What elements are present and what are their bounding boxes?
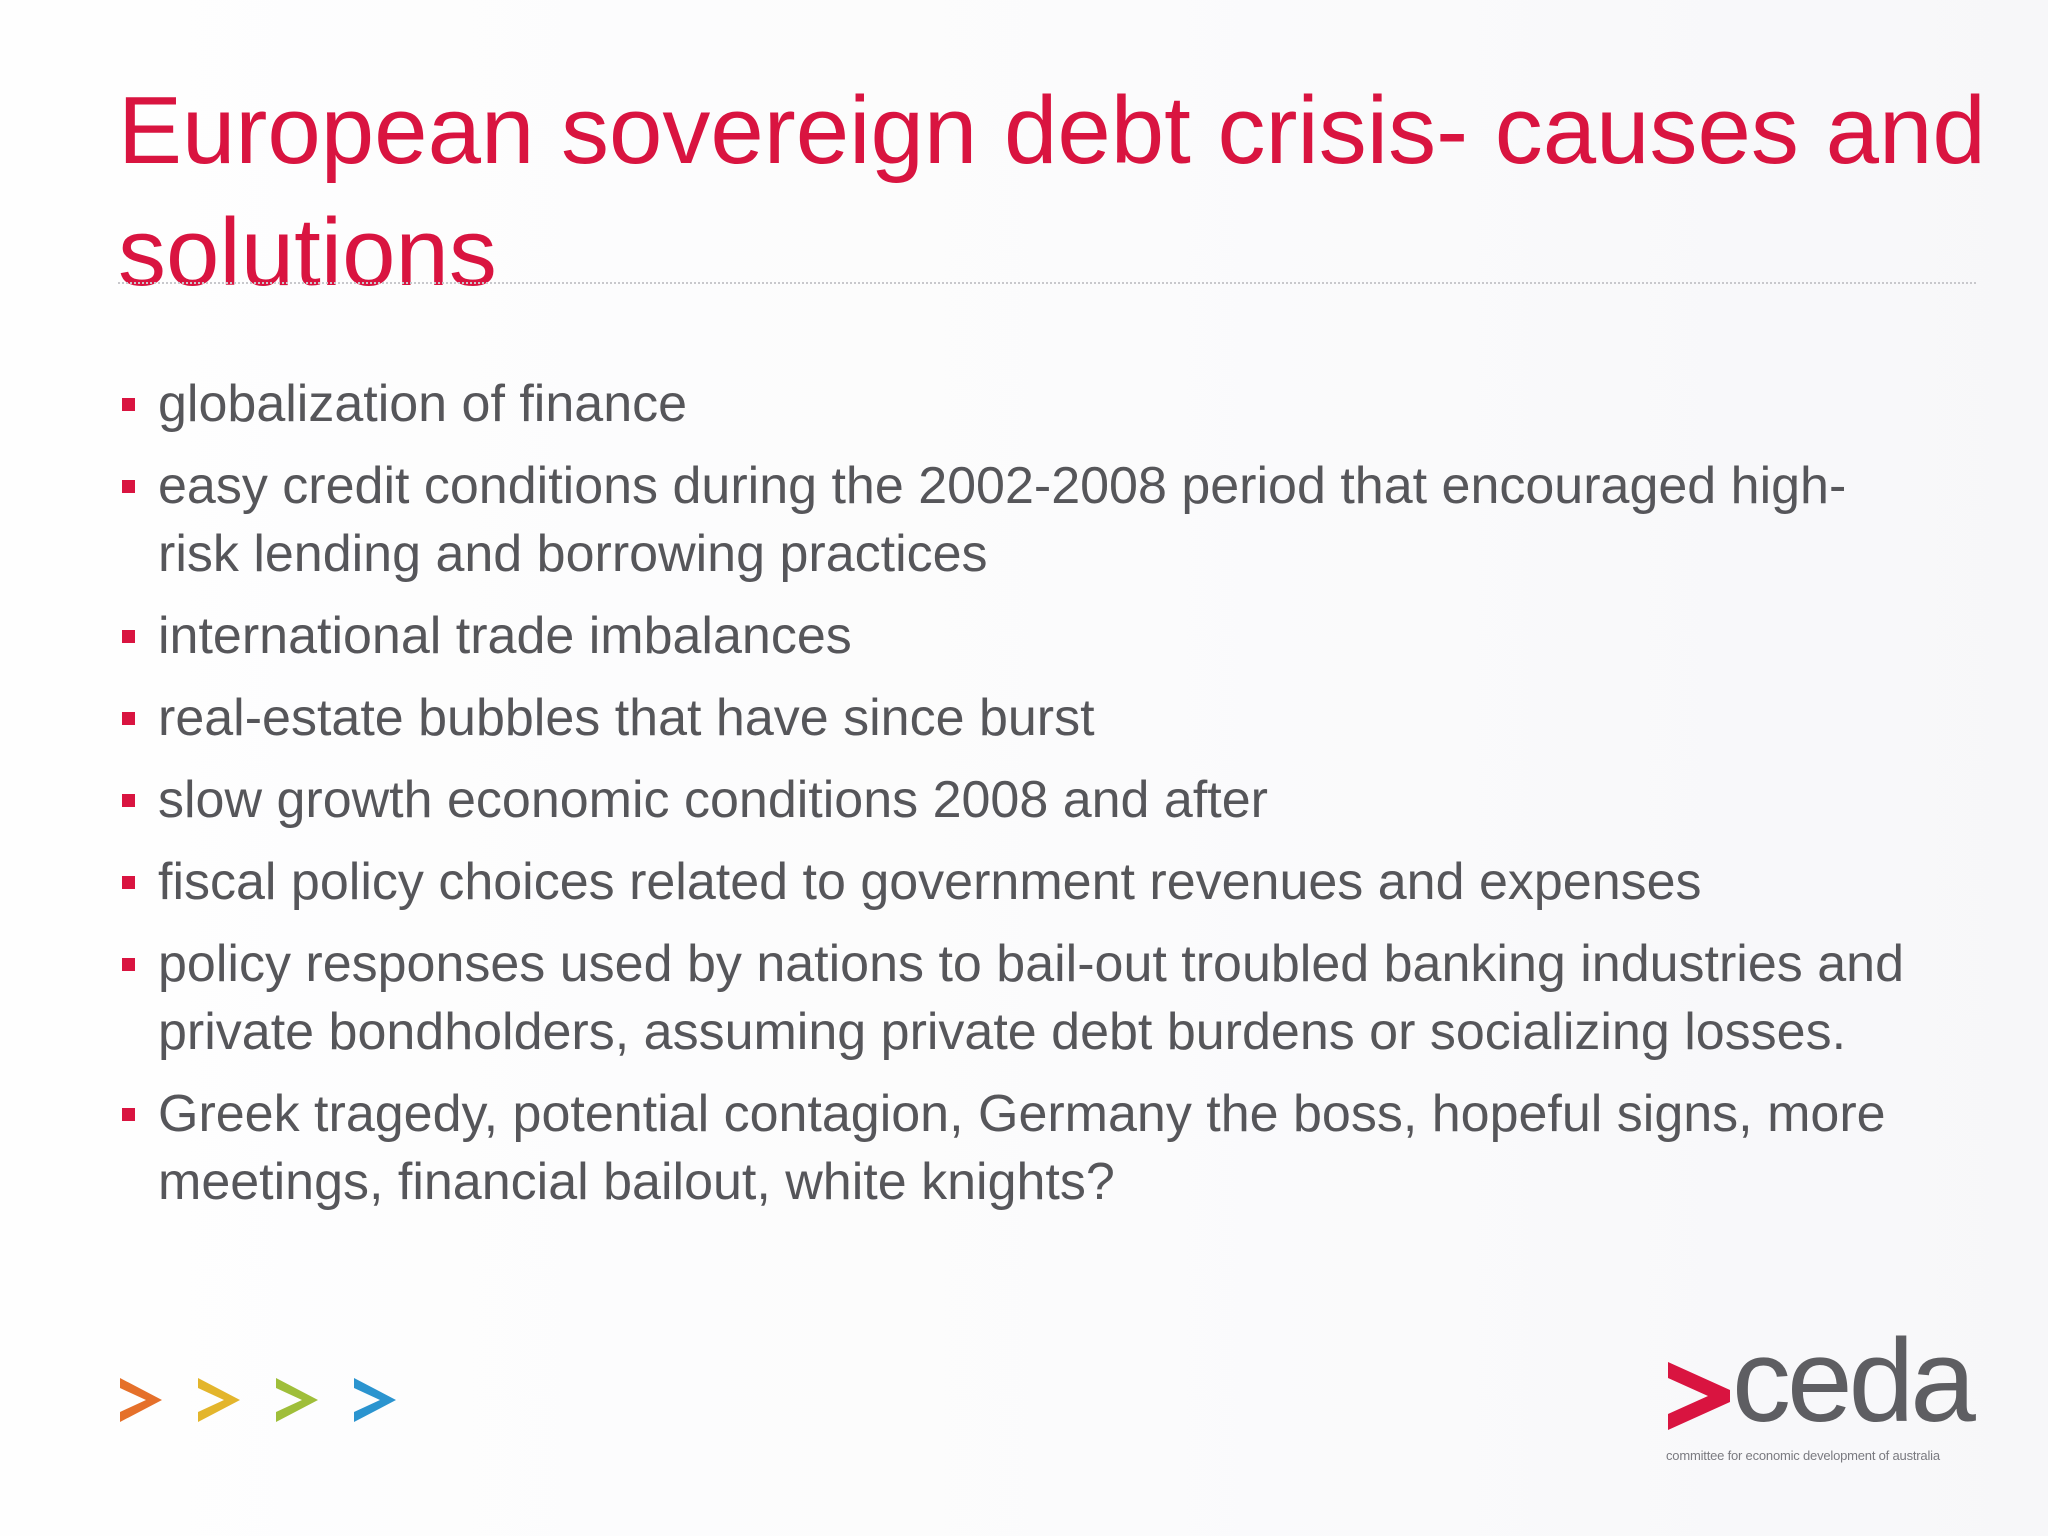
logo-tagline: committee for economic development of australia [1666,1448,1940,1463]
bullet-item [118,1080,1918,1216]
chevrons-decoration [116,1368,436,1440]
bullet-text: globalization of finance [158,375,688,433]
title-divider [118,282,1976,284]
logo-wordmark: ceda [1732,1315,1972,1447]
bullet-square-icon [122,958,135,971]
bullet-square-icon [122,398,135,411]
bullet-item [118,766,1918,834]
bullet-square-icon [122,876,135,889]
bullet-text: real-estate bubbles that have since burst [158,689,1095,747]
bullet-item [118,684,1918,752]
chevron-blue-icon [354,1378,396,1422]
bullet-item [118,848,1918,916]
bullet-item [118,930,1918,1066]
bullet-text: fiscal policy choices related to government revenues and expenses [158,853,1702,911]
bullet-text: Greek tragedy, potential contagion, Germany the boss, hopeful signs, more meetings, financial bailout, white knights? [158,1085,1886,1211]
bullet-list [118,370,1918,1230]
chevron-green-icon [276,1378,318,1422]
bullet-item [118,452,1918,588]
logo-chevron-icon [1666,1356,1736,1436]
bullet-text: policy responses used by nations to bail-out troubled banking industries and private bondholders, assuming private debt burdens or socializing losses. [158,935,1904,1061]
bullet-item [118,370,1918,438]
bullet-item [118,602,1918,670]
bullet-square-icon [122,712,135,725]
ceda-logo [1662,1315,1992,1470]
bullet-square-icon [122,794,135,807]
bullet-square-icon [122,630,135,643]
bullet-square-icon [122,480,135,493]
chevron-yellow-icon [198,1378,240,1422]
slide-title: European sovereign debt crisis- causes and solutions [118,77,1986,306]
bullet-text: slow growth economic conditions 2008 and after [158,771,1268,829]
chevron-orange-icon [120,1378,162,1422]
bullet-square-icon [122,1108,135,1121]
bullet-text: international trade imbalances [158,607,852,665]
bullet-text: easy credit conditions during the 2002-2008 period that encouraged high-risk lending and borrowing practices [158,457,1847,583]
